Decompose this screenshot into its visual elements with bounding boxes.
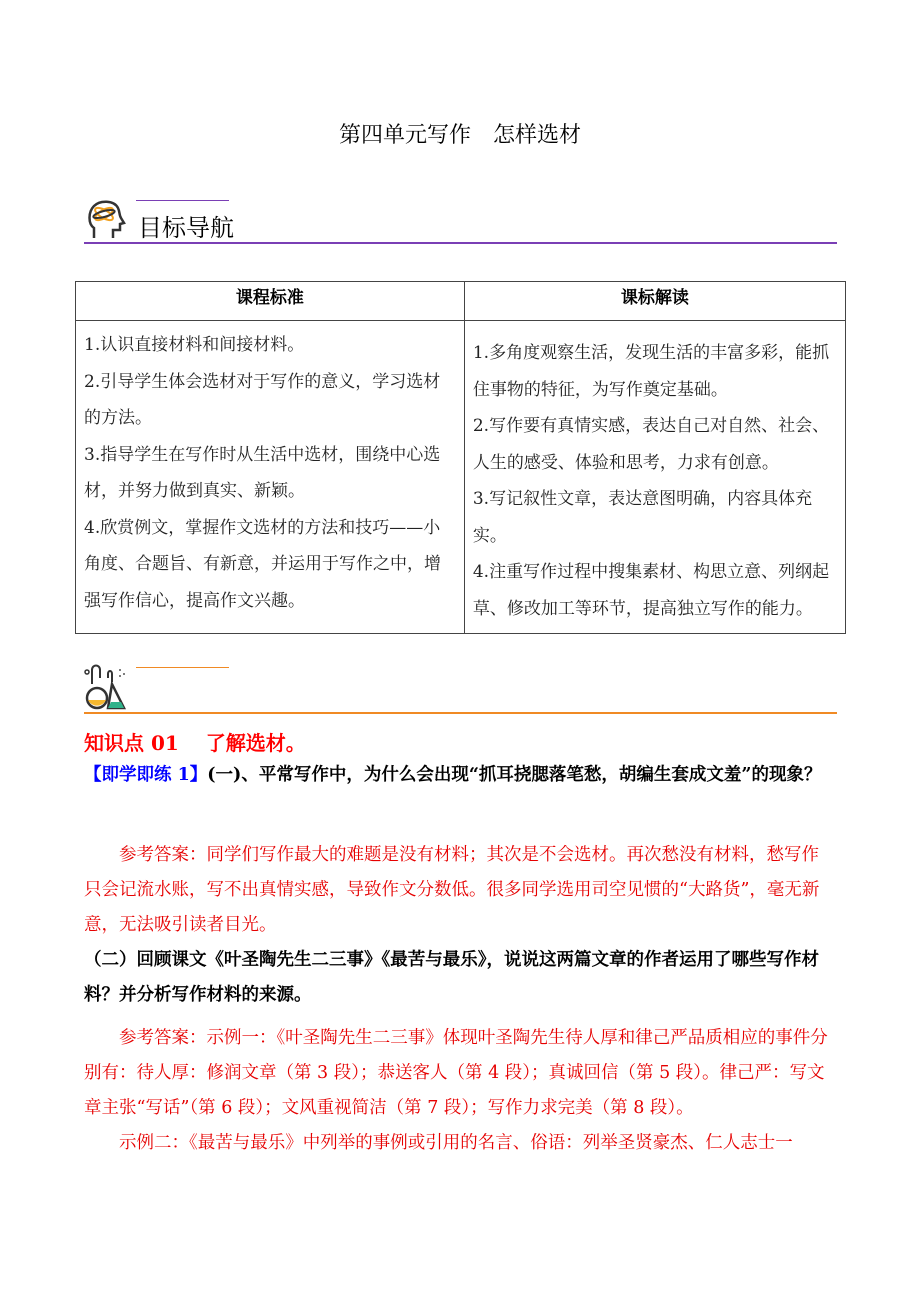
section-header-knowledge bbox=[84, 660, 837, 714]
page-title: 第四单元写作 怎样选材 bbox=[338, 123, 581, 148]
answer-2: 参考答案：示例一：《叶圣陶先生二三事》体现叶圣陶先生待人厚和律己严品质相应的事件分别有：待人厚：修润文章（第 3 段）；恭送客人（第 4 段）；真诚回信（第 5 段）。律己严：写文章主张“写话”（第 6 段）；文风重视简洁（第 7 段）；写作力求完美（第 8 段）。 bbox=[84, 1028, 828, 1118]
standards-table bbox=[75, 281, 846, 634]
list-item: 4.注重写作过程中搜集素材、构思立意、列纲起草、修改加工等环节，提高独立写作的能力。 bbox=[472, 562, 830, 619]
answer-1: 参考答案：同学们写作最大的难题是没有材料；其次是不会选材。再次愁没有材料，愁写作只会记流水账，写不出真情实感，导致作文分数低。很多同学选用司空见惯的“大路货”，毫无新意，无法吸引读者目光。 bbox=[84, 845, 820, 935]
lab-flask-icon bbox=[84, 664, 128, 714]
question-text: (一)、平常写作中，为什么会出现“抓耳挠腮落笔愁，胡编生套成文羞”的现象？ bbox=[207, 765, 822, 785]
list-item: 1.多角度观察生活，发现生活的丰富多彩，能抓住事物的特征，为写作奠定基础。 bbox=[472, 343, 830, 400]
list-item: 2.引导学生体会选材对于写作的意义，学习选材的方法。 bbox=[84, 371, 441, 428]
standards-cell bbox=[76, 321, 465, 634]
exercise-question-1 bbox=[84, 758, 836, 793]
list-item: 3.写记叙性文章，表达意图明确，内容具体充实。 bbox=[472, 489, 813, 546]
divider bbox=[136, 667, 229, 668]
answer-3: 示例二：《最苦与最乐》中列举的事例或引用的名言、俗语：列举圣贤豪杰、仁人志士一 bbox=[119, 1133, 793, 1153]
head-atom-icon bbox=[86, 198, 126, 244]
exercise-question-2: （二）回顾课文《叶圣陶先生二三事》《最苦与最乐》，说说这两篇文章的作者运用了哪些写作材料？并分析写作材料的来源。 bbox=[84, 950, 819, 1005]
interpretation-cell bbox=[464, 321, 845, 634]
list-item: 4.欣赏例文，掌握作文选材的方法和技巧——小角度、合题旨、有新意，并运用于写作之中，增强写作信心，提高作文兴趣。 bbox=[84, 517, 441, 611]
table-header: 课程标准 bbox=[76, 282, 465, 321]
section-header-goals bbox=[84, 196, 837, 244]
section-label: 目标导航 bbox=[138, 214, 234, 242]
list-item: 2.写作要有真情实感，表达自己对自然、社会、人生的感受、体验和思考，力求有创意。 bbox=[472, 416, 830, 473]
list-item: 1.认识直接材料和间接材料。 bbox=[84, 335, 305, 355]
list-item: 3.指导学生在写作时从生活中选材，围绕中心选材，并努力做到真实、新颖。 bbox=[84, 444, 441, 501]
exercise-tag: 【即学即练 1】 bbox=[84, 765, 208, 785]
knowledge-point-heading: 知识点 01 了解选材。 bbox=[84, 731, 306, 755]
divider bbox=[136, 200, 229, 201]
table-header: 课标解读 bbox=[464, 282, 845, 321]
